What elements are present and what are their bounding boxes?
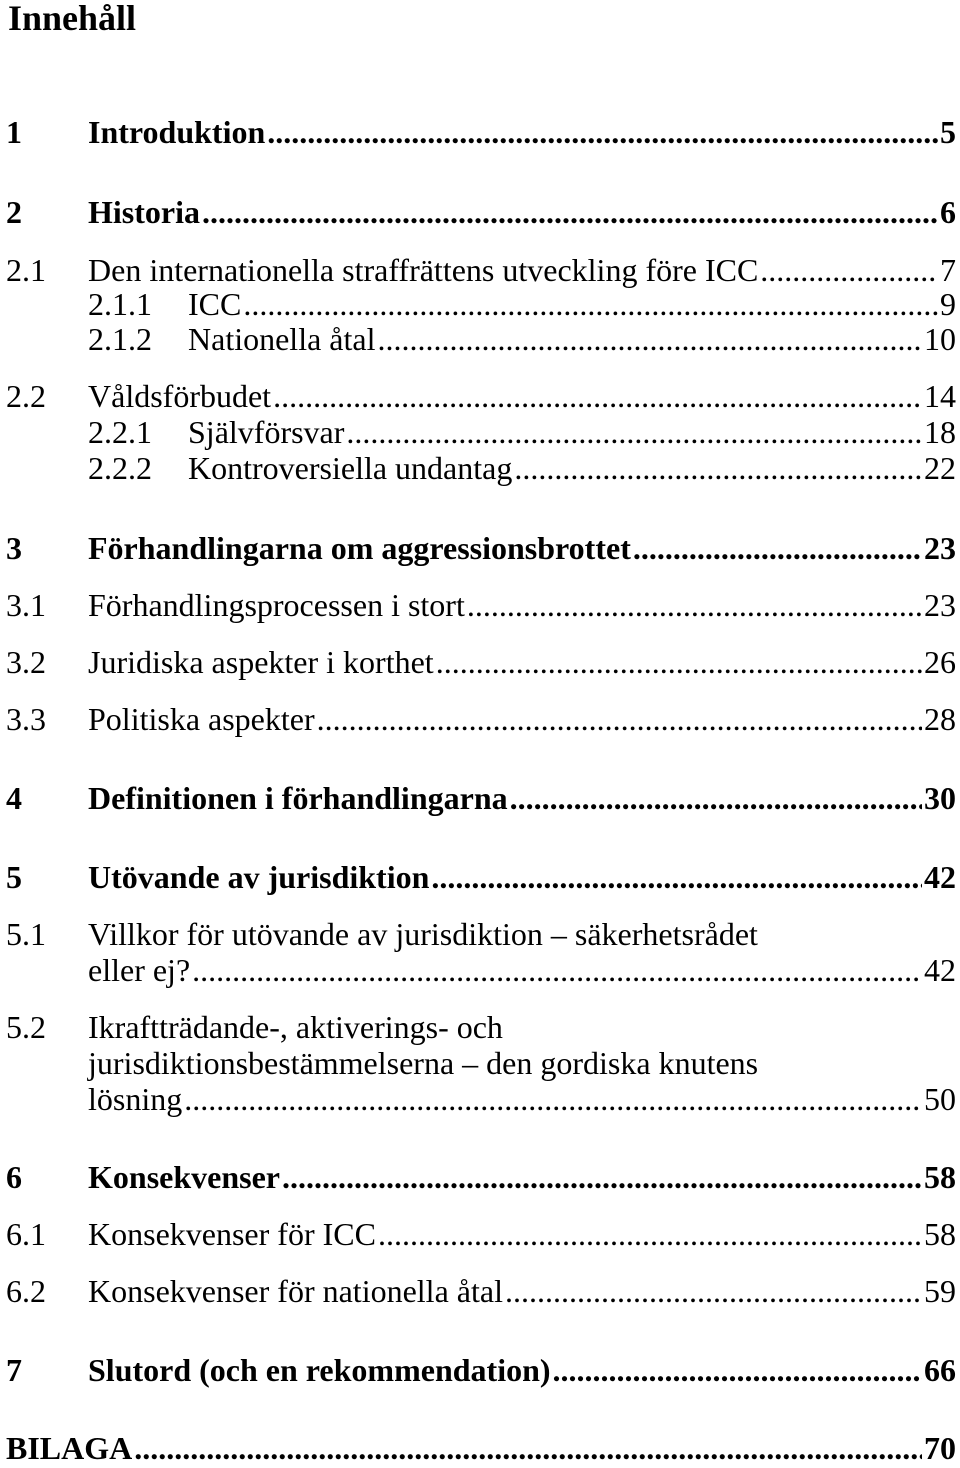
toc-entry-title: lösning [88, 1081, 183, 1117]
dot-leader [510, 780, 922, 816]
toc-entry-page: 28 [924, 701, 956, 737]
toc-entry-page: 66 [924, 1352, 956, 1388]
toc-entry-number: 3.1 [6, 587, 46, 623]
dot-leader [202, 194, 938, 230]
toc-entry-page: 58 [924, 1216, 956, 1252]
toc-entry-number: 2.1.2 [88, 321, 152, 357]
toc-entry-number: 5 [6, 859, 22, 895]
toc-entry-number: 2.1 [6, 252, 46, 288]
toc-entry-title: Konsekvenser för ICC [88, 1216, 376, 1252]
toc-entry-page: 70 [924, 1430, 956, 1466]
dot-leader [505, 1273, 922, 1309]
dot-leader [467, 587, 922, 623]
toc-entry-title: Kontroversiella undantag [188, 450, 513, 486]
toc-entry-title: Nationella åtal [188, 321, 376, 357]
toc-entry-page: 6 [940, 194, 956, 230]
dot-leader [317, 701, 922, 737]
toc-entry-title: BILAGA [6, 1430, 133, 1466]
toc-entry-title: Historia [88, 194, 200, 230]
toc-entry-page: 23 [924, 587, 956, 623]
toc-entry-number: 4 [6, 780, 22, 816]
toc-entry-title: Politiska aspekter [88, 701, 315, 737]
dot-leader [431, 859, 922, 895]
toc-entry-page: 14 [924, 378, 956, 414]
toc-entry-number: 1 [6, 114, 22, 150]
dot-leader [134, 1430, 922, 1466]
toc-entry-title: Slutord (och en rekommendation) [88, 1352, 551, 1388]
dot-leader [553, 1352, 922, 1388]
toc-entry-number: 6.1 [6, 1216, 46, 1252]
toc-entry-title: Juridiska aspekter i korthet [88, 644, 434, 680]
dot-leader [192, 952, 922, 988]
toc-entry-title: Den internationella straffrättens utveckling före ICC [88, 252, 759, 288]
dot-leader [267, 114, 938, 150]
toc-entry-page: 58 [924, 1159, 956, 1195]
toc-entry-page: 30 [924, 780, 956, 816]
toc-entry-number: 2.1.1 [88, 286, 152, 322]
toc-entry-number: 3 [6, 530, 22, 566]
toc-entry-page: 22 [924, 450, 956, 486]
dot-leader [273, 378, 922, 414]
toc-entry-number: 6.2 [6, 1273, 46, 1309]
toc-entry-title: Våldsförbudet [88, 378, 272, 414]
toc-entry-title: ICC [188, 286, 242, 322]
dot-leader [633, 530, 922, 566]
dot-leader [436, 644, 922, 680]
toc-entry-title: Förhandlingarna om aggressionsbrottet [88, 530, 631, 566]
toc-entry-page: 7 [940, 252, 956, 288]
toc-entry-title-line: Villkor för utövande av jurisdiktion – säkerhetsrådet [88, 916, 758, 952]
toc-entry-title: Utövande av jurisdiktion [88, 859, 430, 895]
toc-entry-number: 7 [6, 1352, 22, 1388]
toc-entry-title: Definitionen i förhandlingarna [88, 780, 508, 816]
toc-entry-title-line: Ikraftträdande-, aktiverings- och [88, 1009, 503, 1045]
toc-entry-title: Förhandlingsprocessen i stort [88, 587, 465, 623]
toc-title: Innehåll [8, 0, 137, 38]
toc-entry-page: 50 [924, 1081, 956, 1117]
toc-entry-number: 2.2.1 [88, 414, 152, 450]
dot-leader [243, 286, 938, 322]
toc-entry-page: 59 [924, 1273, 956, 1309]
dot-leader [184, 1081, 922, 1117]
dot-leader [282, 1159, 922, 1195]
toc-entry-number: 2.2.2 [88, 450, 152, 486]
toc-entry-title: Självförsvar [188, 414, 345, 450]
toc-entry-page: 9 [940, 286, 956, 322]
toc-entry-page: 18 [924, 414, 956, 450]
toc-entry-title: Introduktion [88, 114, 266, 150]
toc-entry-number: 5.2 [6, 1009, 46, 1045]
toc-entry-number: 2 [6, 194, 22, 230]
toc-entry-page: 5 [940, 114, 956, 150]
dot-leader [760, 252, 938, 288]
dot-leader [377, 321, 922, 357]
toc-entry-number: 3.2 [6, 644, 46, 680]
dot-leader [378, 1216, 922, 1252]
toc-entry-number: 2.2 [6, 378, 46, 414]
dot-leader [346, 414, 922, 450]
toc-entry-title: Konsekvenser för nationella åtal [88, 1273, 503, 1309]
dot-leader [514, 450, 922, 486]
toc-entry-title: Konsekvenser [88, 1159, 280, 1195]
toc-entry-page: 26 [924, 644, 956, 680]
toc-entry-page: 23 [924, 530, 956, 566]
toc-entry-page: 42 [924, 952, 956, 988]
toc-entry-number: 5.1 [6, 916, 46, 952]
toc-entry-title-line: jurisdiktionsbestämmelserna – den gordiska knutens [88, 1045, 759, 1081]
toc-entry-number: 3.3 [6, 701, 46, 737]
toc-entry-number: 6 [6, 1159, 22, 1195]
toc-entry-title: eller ej? [88, 952, 191, 988]
toc-entry-page: 42 [924, 859, 956, 895]
toc-entry-page: 10 [924, 321, 956, 357]
